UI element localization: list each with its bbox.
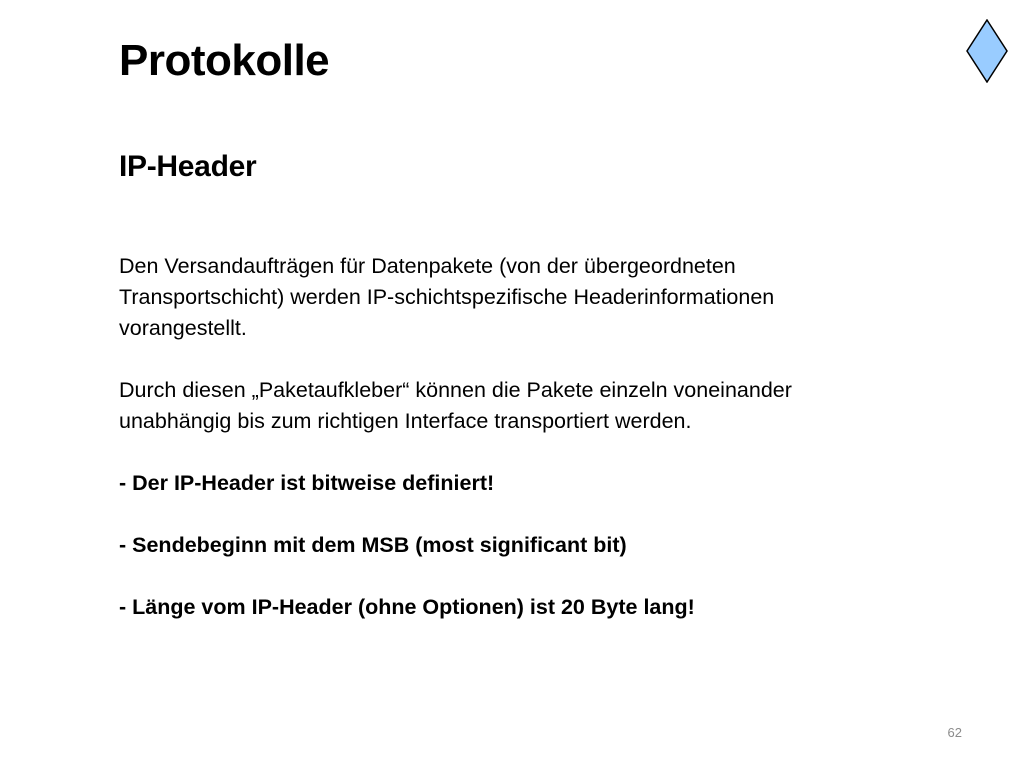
spacer — [119, 344, 939, 375]
paragraph1-line3: vorangestellt. — [119, 316, 247, 340]
bullet-line: - Länge vom IP-Header (ohne Optionen) ist 20 Byte lang! — [119, 595, 695, 619]
page-number: 62 — [947, 725, 962, 740]
bullet-line: - Der IP-Header ist bitweise definiert! — [119, 471, 495, 495]
paragraph1-line1: Den Versandaufträgen für Datenpakete (von der übergeordneten — [119, 254, 736, 278]
body-text — [119, 251, 939, 623]
paragraph2-line1: Durch diesen „Paketaufkleber“ können die Pakete einzeln voneinander — [119, 378, 792, 402]
slide-subtitle: IP-Header — [119, 150, 257, 183]
bullet-line: - Sendebeginn mit dem MSB (most significant bit) — [119, 533, 627, 557]
diamond-shape — [966, 19, 1008, 83]
paragraph2-line2: unabhängig bis zum richtigen Interface transportiert werden. — [119, 409, 692, 433]
spacer — [119, 499, 939, 530]
spacer — [119, 561, 939, 592]
spacer — [119, 437, 939, 468]
diamond-icon — [966, 19, 1008, 83]
paragraph1-line2: Transportschicht) werden IP-schichtspezifische Headerinformationen — [119, 285, 775, 309]
diamond-polygon — [967, 20, 1007, 82]
slide-title: Protokolle — [119, 36, 330, 85]
